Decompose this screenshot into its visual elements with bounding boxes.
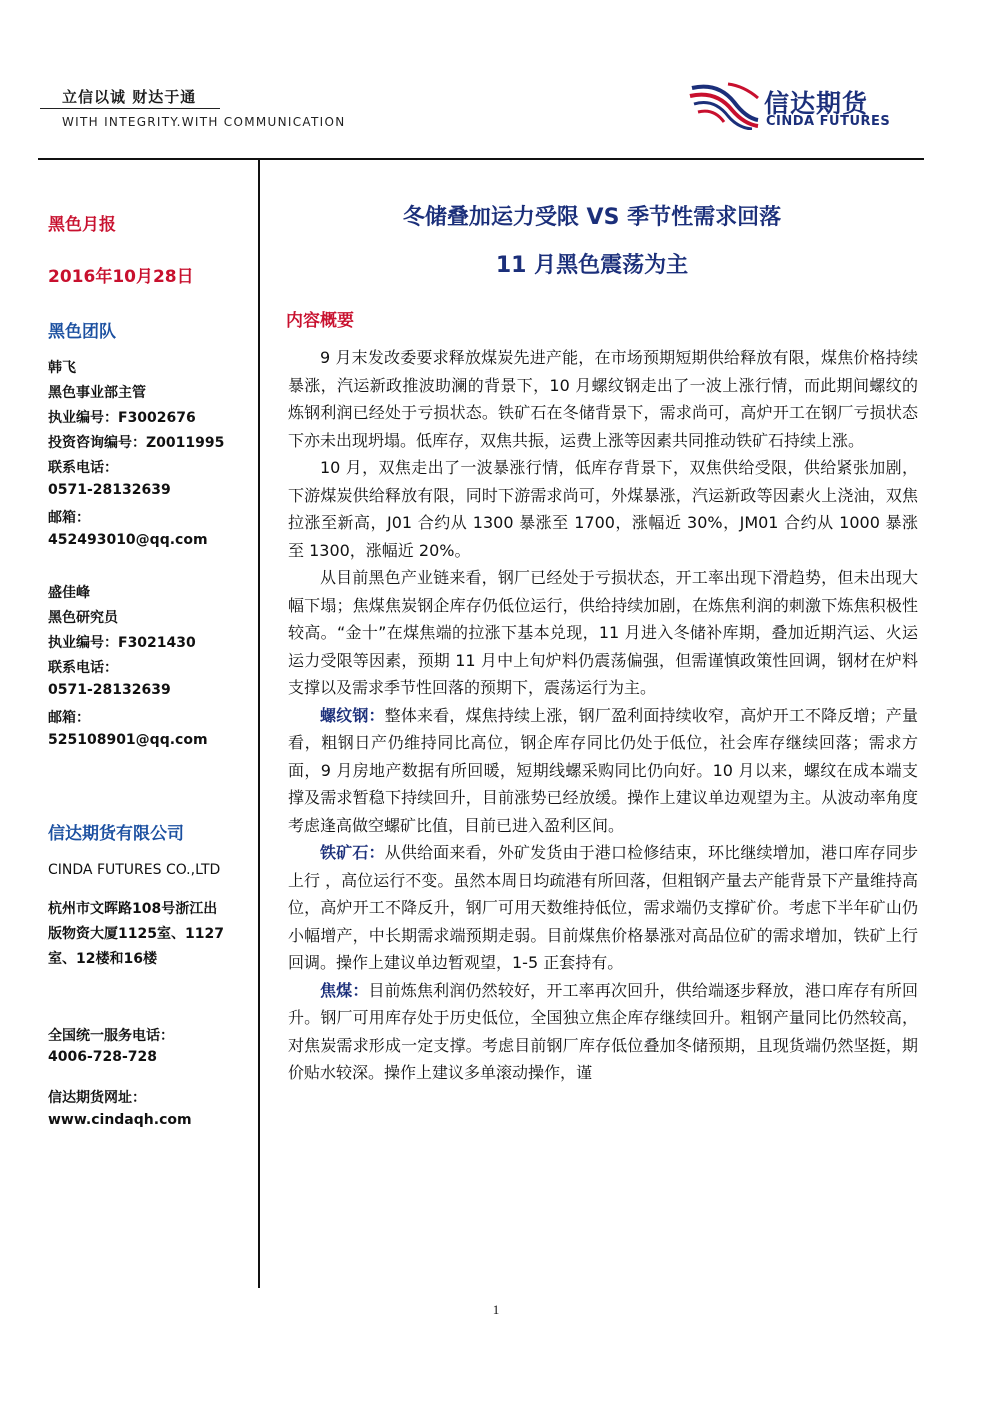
cinda-logo-icon xyxy=(688,80,760,130)
coking-coal-text: 目前炼焦利润仍然较好，开工率再次回升，供给端逐步释放，港口库存有所回升。钢厂可用库存处于历史低位，全国独立焦企库存继续回升。粗钢产量同比仍然较高，对焦炭需求形成一定支撑。考虑目前钢厂库存低位叠加冬储预期，且现货端仍然坚挺，期价贴水较深。操作上建议多单滚动操作，谨 xyxy=(288,980,918,1082)
analyst1-email-label: 邮箱： xyxy=(48,510,90,526)
coking-coal-label: 焦煤： xyxy=(320,980,369,1000)
paragraph-overview: 9 月末发改委要求释放煤炭先进产能，在市场预期短期供给释放有限，煤焦价格持续暴涨，汽运新政推波助澜的背景下，10 月螺纹钢走出了一波上涨行情，而此期间螺纹的炼钢利润已经处于亏损状态。铁矿石在冬储背景下，需求尚可，高炉开工在钢厂亏损状态下亦未出现坍塌。低库存，双焦共振，运费上涨等因素共同推动铁矿石持续上涨。 xyxy=(288,348,918,450)
analyst1-email[interactable]: 452493010@qq.com xyxy=(48,532,208,548)
analyst1-consult-number: 投资咨询编号：Z0011995 xyxy=(48,435,225,451)
rebar-label: 螺纹钢： xyxy=(320,705,385,725)
company-address-line3: 室、12楼和16楼 xyxy=(48,951,157,967)
slogan-english: WITH INTEGRITY.WITH COMMUNICATION xyxy=(62,115,346,129)
rebar-text: 整体来看，煤焦持续上涨，钢厂盈利面持续收窄，高炉开工不降反增；产量看，粗钢日产仍维持同比高位，钢企库存同比仍处于低位，社会库存继续回落；需求方面，9 月房地产数据有所回暖，短期线螺采购同比仍向好。10 月以来，螺纹在成本端支撑及需求暂稳下持续回升，目前涨势已经放缓。操作上建议单边观望为主。从波动率角度考虑逢高做空螺矿比值，目前已进入盈利区间。 xyxy=(288,705,918,835)
page-header xyxy=(0,0,992,160)
hotline-label: 全国统一服务电话： xyxy=(48,1028,174,1044)
paragraph-outlook: 从目前黑色产业链来看，钢厂已经处于亏损状态，开工率出现下滑趋势，但未出现大幅下塌；焦煤焦炭钢企库存仍低位运行，供给持续加剧，在炼焦利润的刺激下炼焦积极性较高。“金十”在煤焦端的拉涨下基本兑现，11 月进入冬储补库期，叠加近期汽运、火运运力受限等因素，预期 11 月中上旬炉料仍震荡偏强，但需谨慎政策性回调，钢材在炉料支撑以及需求季节性回落的预期下，震荡运行为主。 xyxy=(288,568,918,697)
analyst1-phone-label: 联系电话： xyxy=(48,460,118,476)
company-address-line1: 杭州市文晖路108号浙江出 xyxy=(48,901,218,917)
website-label: 信达期货网址： xyxy=(48,1090,146,1106)
company-address-line2: 版物资大厦1125室、1127 xyxy=(48,926,224,942)
analyst1-license: 执业编号：F3002676 xyxy=(48,410,196,426)
paragraph-iron-ore xyxy=(288,839,918,977)
report-type: 黑色月报 xyxy=(48,215,116,235)
slogan-chinese: 立信以诚 财达于通 xyxy=(62,88,197,106)
analyst1-title: 黑色事业部主管 xyxy=(48,385,146,401)
team-name: 黑色团队 xyxy=(48,322,116,342)
iron-ore-text: 从供给面来看，外矿发货由于港口检修结束，环比继续增加，港口库存同步上行 ，高位运行不变。虽然本周日均疏港有所回落，但粗钢产量去产能背景下产量维持高位，高炉开工不降反升，钢厂可用天数维持低位，需求端仍支撑矿价。考虑下半年矿山仍小幅增产，中长期需求端预期走弱。目前煤焦价格暴涨对高品位矿的需求增加，铁矿上行回调。操作上建议单边暂观望，1-5 正套持有。 xyxy=(288,843,918,972)
paragraph-rebar xyxy=(288,702,918,840)
iron-ore-label: 铁矿石： xyxy=(320,843,385,862)
summary-body xyxy=(288,344,918,1087)
page-number: 1 xyxy=(492,1302,500,1317)
company-name-english: CINDA FUTURES CO.,LTD xyxy=(48,862,221,878)
column-divider xyxy=(258,158,260,1288)
analyst1-name: 韩飞 xyxy=(48,360,76,376)
paragraph-coke: 10 月，双焦走出了一波暴涨行情，低库存背景下，双焦供给受限，供给紧张加剧，下游煤炭供给释放有限，同时下游需求尚可，外煤暴涨，汽运新政等因素火上浇油，双焦拉涨至新高，J01 合约从 1300 暴涨至 1700，涨幅近 30%，JM01 合约从 1000 暴涨至 1300，涨幅近 20%。 xyxy=(288,458,918,560)
website-link[interactable]: www.cindaqh.com xyxy=(48,1112,192,1128)
company-logo-english: CINDA FUTURES xyxy=(766,114,891,129)
slogan-underline xyxy=(40,108,220,109)
company-logo-text: 信达期货 xyxy=(764,89,869,118)
header-divider xyxy=(38,158,924,160)
analyst2-license: 执业编号：F3021430 xyxy=(48,635,196,651)
report-title-line2: 11 月黑色震荡为主 xyxy=(495,253,689,278)
report-title-line1: 冬储叠加运力受限 VS 季节性需求回落 xyxy=(402,205,782,230)
analyst2-title: 黑色研究员 xyxy=(48,610,118,626)
analyst2-email[interactable]: 525108901@qq.com xyxy=(48,732,208,748)
paragraph-coking-coal xyxy=(288,977,918,1087)
summary-heading: 内容概要 xyxy=(286,311,354,331)
analyst2-name: 盛佳峰 xyxy=(48,585,90,601)
analyst2-phone-label: 联系电话： xyxy=(48,660,118,676)
analyst1-phone: 0571-28132639 xyxy=(48,482,171,498)
analyst2-email-label: 邮箱： xyxy=(48,710,90,726)
hotline-number: 4006-728-728 xyxy=(48,1049,158,1065)
report-date: 2016年10月28日 xyxy=(48,267,194,287)
company-name: 信达期货有限公司 xyxy=(48,824,184,844)
analyst2-phone: 0571-28132639 xyxy=(48,682,171,698)
